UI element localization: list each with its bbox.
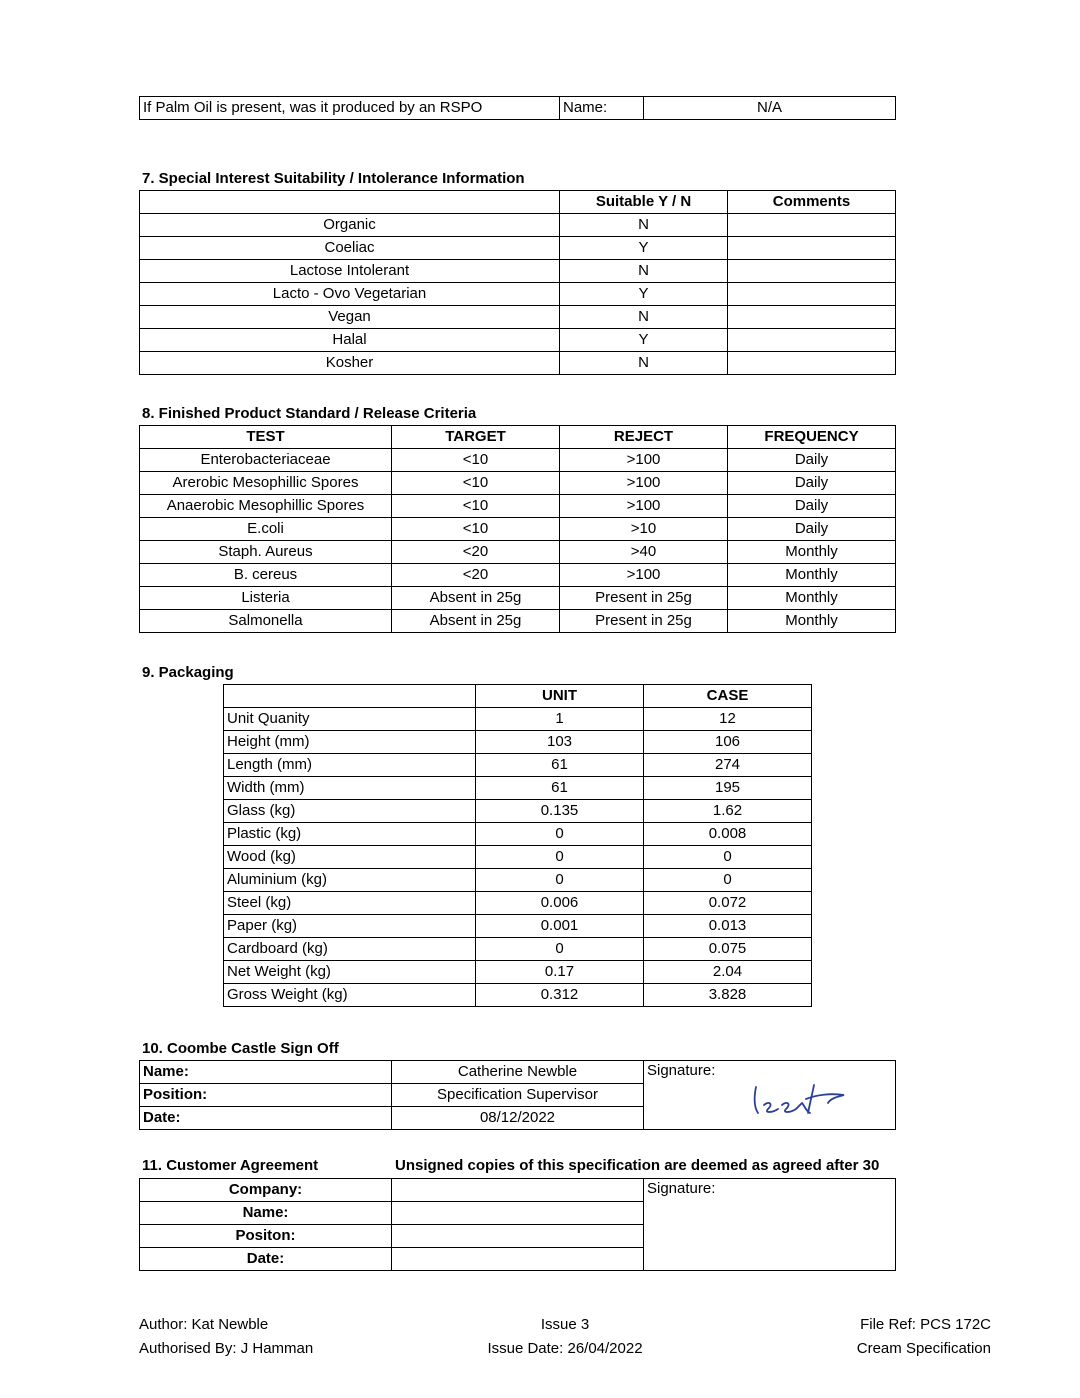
suitability-comment (728, 352, 896, 375)
release-criteria-row (140, 587, 896, 610)
suitability-comment (728, 260, 896, 283)
customer-position-field (392, 1225, 644, 1248)
packaging-unit-value: 61 (476, 777, 644, 800)
packaging-unit-value: 0.135 (476, 800, 644, 823)
packaging-item-label: Unit Quanity (224, 708, 476, 731)
suitability-label: Vegan (140, 306, 560, 329)
frequency-value: Daily (728, 449, 896, 472)
reject-column-header: REJECT (560, 426, 728, 449)
release-criteria-row (140, 564, 896, 587)
suitability-value: N (560, 260, 728, 283)
frequency-value: Daily (728, 518, 896, 541)
frequency-value: Daily (728, 472, 896, 495)
packaging-unit-value: 61 (476, 754, 644, 777)
sign-off-table (139, 1060, 896, 1130)
packaging-case-value: 12 (644, 708, 812, 731)
suitability-label: Organic (140, 214, 560, 237)
test-name: Staph. Aureus (140, 541, 392, 564)
suitability-value: N (560, 306, 728, 329)
customer-signature-box (644, 1179, 896, 1271)
packaging-item-label: Wood (kg) (224, 846, 476, 869)
packaging-case-value: 0 (644, 846, 812, 869)
packaging-unit-value: 1 (476, 708, 644, 731)
target-value: <10 (392, 495, 560, 518)
customer-company-field (392, 1179, 644, 1202)
section-10-title: 10. Coombe Castle Sign Off (142, 1040, 339, 1057)
suitability-label: Lactose Intolerant (140, 260, 560, 283)
packaging-row (224, 961, 812, 984)
customer-name-field (392, 1202, 644, 1225)
suitability-value: Y (560, 237, 728, 260)
packaging-case-value: 0.013 (644, 915, 812, 938)
customer-agreement-note: Unsigned copies of this specification are deemed as agreed after 30 (395, 1157, 880, 1174)
reject-value: >100 (560, 472, 728, 495)
reject-value: Present in 25g (560, 587, 728, 610)
footer-authorised-by: Authorised By: J Hamman (139, 1340, 314, 1357)
frequency-value: Monthly (728, 564, 896, 587)
sign-off-signature-label: Signature: (647, 1062, 716, 1079)
release-criteria-row (140, 495, 896, 518)
suitability-row (140, 214, 896, 237)
packaging-case-value: 2.04 (644, 961, 812, 984)
packaging-unit-value: 103 (476, 731, 644, 754)
packaging-case-value: 0.075 (644, 938, 812, 961)
packaging-item-label: Steel (kg) (224, 892, 476, 915)
suitability-value: N (560, 352, 728, 375)
suitability-label: Kosher (140, 352, 560, 375)
packaging-unit-value: 0 (476, 846, 644, 869)
test-name: E.coli (140, 518, 392, 541)
suitability-row (140, 283, 896, 306)
packaging-row (224, 869, 812, 892)
target-value: Absent in 25g (392, 587, 560, 610)
packaging-row (224, 915, 812, 938)
release-criteria-row (140, 610, 896, 633)
customer-date-field (392, 1248, 644, 1271)
suitability-value: N (560, 214, 728, 237)
packaging-row (224, 823, 812, 846)
release-criteria-row (140, 449, 896, 472)
suitability-row (140, 237, 896, 260)
packaging-case-value: 0.072 (644, 892, 812, 915)
packaging-row (224, 754, 812, 777)
section-7-title: 7. Special Interest Suitability / Intolerance Information (142, 170, 525, 187)
suitability-label: Halal (140, 329, 560, 352)
packaging-row (224, 984, 812, 1007)
palm-oil-name-value: N/A (644, 97, 896, 120)
suitability-value: Y (560, 329, 728, 352)
target-value: <10 (392, 472, 560, 495)
footer-author: Author: Kat Newble (139, 1316, 269, 1333)
target-value: <20 (392, 541, 560, 564)
packaging-header-row (224, 685, 812, 708)
target-value: <20 (392, 564, 560, 587)
section-8-title: 8. Finished Product Standard / Release Criteria (142, 405, 477, 422)
packaging-unit-value: 0.001 (476, 915, 644, 938)
packaging-row (224, 800, 812, 823)
suitability-label: Lacto - Ovo Vegetarian (140, 283, 560, 306)
suitability-comment (728, 329, 896, 352)
suitability-header-row (140, 191, 896, 214)
target-column-header: TARGET (392, 426, 560, 449)
packaging-case-value: 0 (644, 869, 812, 892)
packaging-item-label: Cardboard (kg) (224, 938, 476, 961)
test-name: Anaerobic Mesophillic Spores (140, 495, 392, 518)
sign-off-position-label: Position: (140, 1084, 392, 1107)
footer-file-ref: File Ref: PCS 172C (860, 1316, 991, 1333)
packaging-item-label: Height (mm) (224, 731, 476, 754)
test-name: Enterobacteriaceae (140, 449, 392, 472)
customer-signature-label: Signature: (647, 1180, 716, 1197)
suitability-row (140, 352, 896, 375)
packaging-row (224, 708, 812, 731)
packaging-unit-value: 0.312 (476, 984, 644, 1007)
section-9-title: 9. Packaging (142, 664, 234, 681)
packaging-case-value: 0.008 (644, 823, 812, 846)
suitability-value: Y (560, 283, 728, 306)
suitability-table (139, 190, 896, 375)
packaging-unit-value: 0 (476, 869, 644, 892)
frequency-value: Daily (728, 495, 896, 518)
customer-agreement-table (139, 1178, 896, 1271)
reject-value: >100 (560, 564, 728, 587)
suitability-row (140, 306, 896, 329)
palm-oil-question: If Palm Oil is present, was it produced by an RSPO (140, 97, 560, 120)
packaging-row (224, 731, 812, 754)
suitability-label: Coeliac (140, 237, 560, 260)
release-criteria-row (140, 472, 896, 495)
suitability-comment (728, 214, 896, 237)
packaging-item-label: Gross Weight (kg) (224, 984, 476, 1007)
footer-issue-date: Issue Date: 26/04/2022 (487, 1340, 643, 1357)
packaging-row (224, 846, 812, 869)
test-column-header: TEST (140, 426, 392, 449)
frequency-value: Monthly (728, 587, 896, 610)
footer-issue: Issue 3 (540, 1316, 590, 1333)
suitability-row (140, 329, 896, 352)
packaging-case-value: 274 (644, 754, 812, 777)
suitability-comment (728, 237, 896, 260)
unit-column-header: UNIT (476, 685, 644, 708)
packaging-item-label: Net Weight (kg) (224, 961, 476, 984)
release-criteria-header-row (140, 426, 896, 449)
packaging-unit-value: 0.006 (476, 892, 644, 915)
release-criteria-table (139, 425, 896, 633)
frequency-value: Monthly (728, 610, 896, 633)
frequency-value: Monthly (728, 541, 896, 564)
sign-off-date-value: 08/12/2022 (392, 1107, 644, 1130)
test-name: Salmonella (140, 610, 392, 633)
suitability-comment (728, 283, 896, 306)
comments-column-header: Comments (728, 191, 896, 214)
packaging-case-value: 195 (644, 777, 812, 800)
packaging-row (224, 777, 812, 800)
packaging-item-label: Glass (kg) (224, 800, 476, 823)
sign-off-signature-box (644, 1061, 896, 1130)
release-criteria-row (140, 541, 896, 564)
sign-off-date-label: Date: (140, 1107, 392, 1130)
packaging-item-label: Width (mm) (224, 777, 476, 800)
test-name: Arerobic Mesophillic Spores (140, 472, 392, 495)
case-column-header: CASE (644, 685, 812, 708)
palm-oil-table (139, 96, 896, 120)
reject-value: Present in 25g (560, 610, 728, 633)
reject-value: >10 (560, 518, 728, 541)
packaging-unit-value: 0 (476, 938, 644, 961)
reject-value: >100 (560, 449, 728, 472)
packaging-item-label: Length (mm) (224, 754, 476, 777)
reject-value: >100 (560, 495, 728, 518)
section-11-title: 11. Customer Agreement (142, 1157, 319, 1174)
test-name: B. cereus (140, 564, 392, 587)
customer-date-label: Date: (140, 1248, 392, 1271)
sign-off-name-label: Name: (140, 1061, 392, 1084)
packaging-row (224, 892, 812, 915)
test-name: Listeria (140, 587, 392, 610)
packaging-row (224, 938, 812, 961)
packaging-item-label: Paper (kg) (224, 915, 476, 938)
customer-position-label: Positon: (140, 1225, 392, 1248)
target-value: <10 (392, 449, 560, 472)
packaging-table (223, 684, 812, 1007)
packaging-item-label: Aluminium (kg) (224, 869, 476, 892)
frequency-column-header: FREQUENCY (728, 426, 896, 449)
packaging-case-value: 3.828 (644, 984, 812, 1007)
sign-off-position-value: Specification Supervisor (392, 1084, 644, 1107)
customer-company-label: Company: (140, 1179, 392, 1202)
packaging-case-value: 1.62 (644, 800, 812, 823)
suitability-row (140, 260, 896, 283)
suitability-comment (728, 306, 896, 329)
footer-document-name: Cream Specification (856, 1340, 991, 1357)
handwritten-signature (750, 1081, 850, 1121)
release-criteria-row (140, 518, 896, 541)
suitable-column-header: Suitable Y / N (560, 191, 728, 214)
packaging-unit-value: 0 (476, 823, 644, 846)
packaging-unit-value: 0.17 (476, 961, 644, 984)
packaging-case-value: 106 (644, 731, 812, 754)
customer-name-label: Name: (140, 1202, 392, 1225)
sign-off-name-value: Catherine Newble (392, 1061, 644, 1084)
target-value: <10 (392, 518, 560, 541)
palm-oil-name-label: Name: (560, 97, 644, 120)
packaging-item-label: Plastic (kg) (224, 823, 476, 846)
reject-value: >40 (560, 541, 728, 564)
target-value: Absent in 25g (392, 610, 560, 633)
